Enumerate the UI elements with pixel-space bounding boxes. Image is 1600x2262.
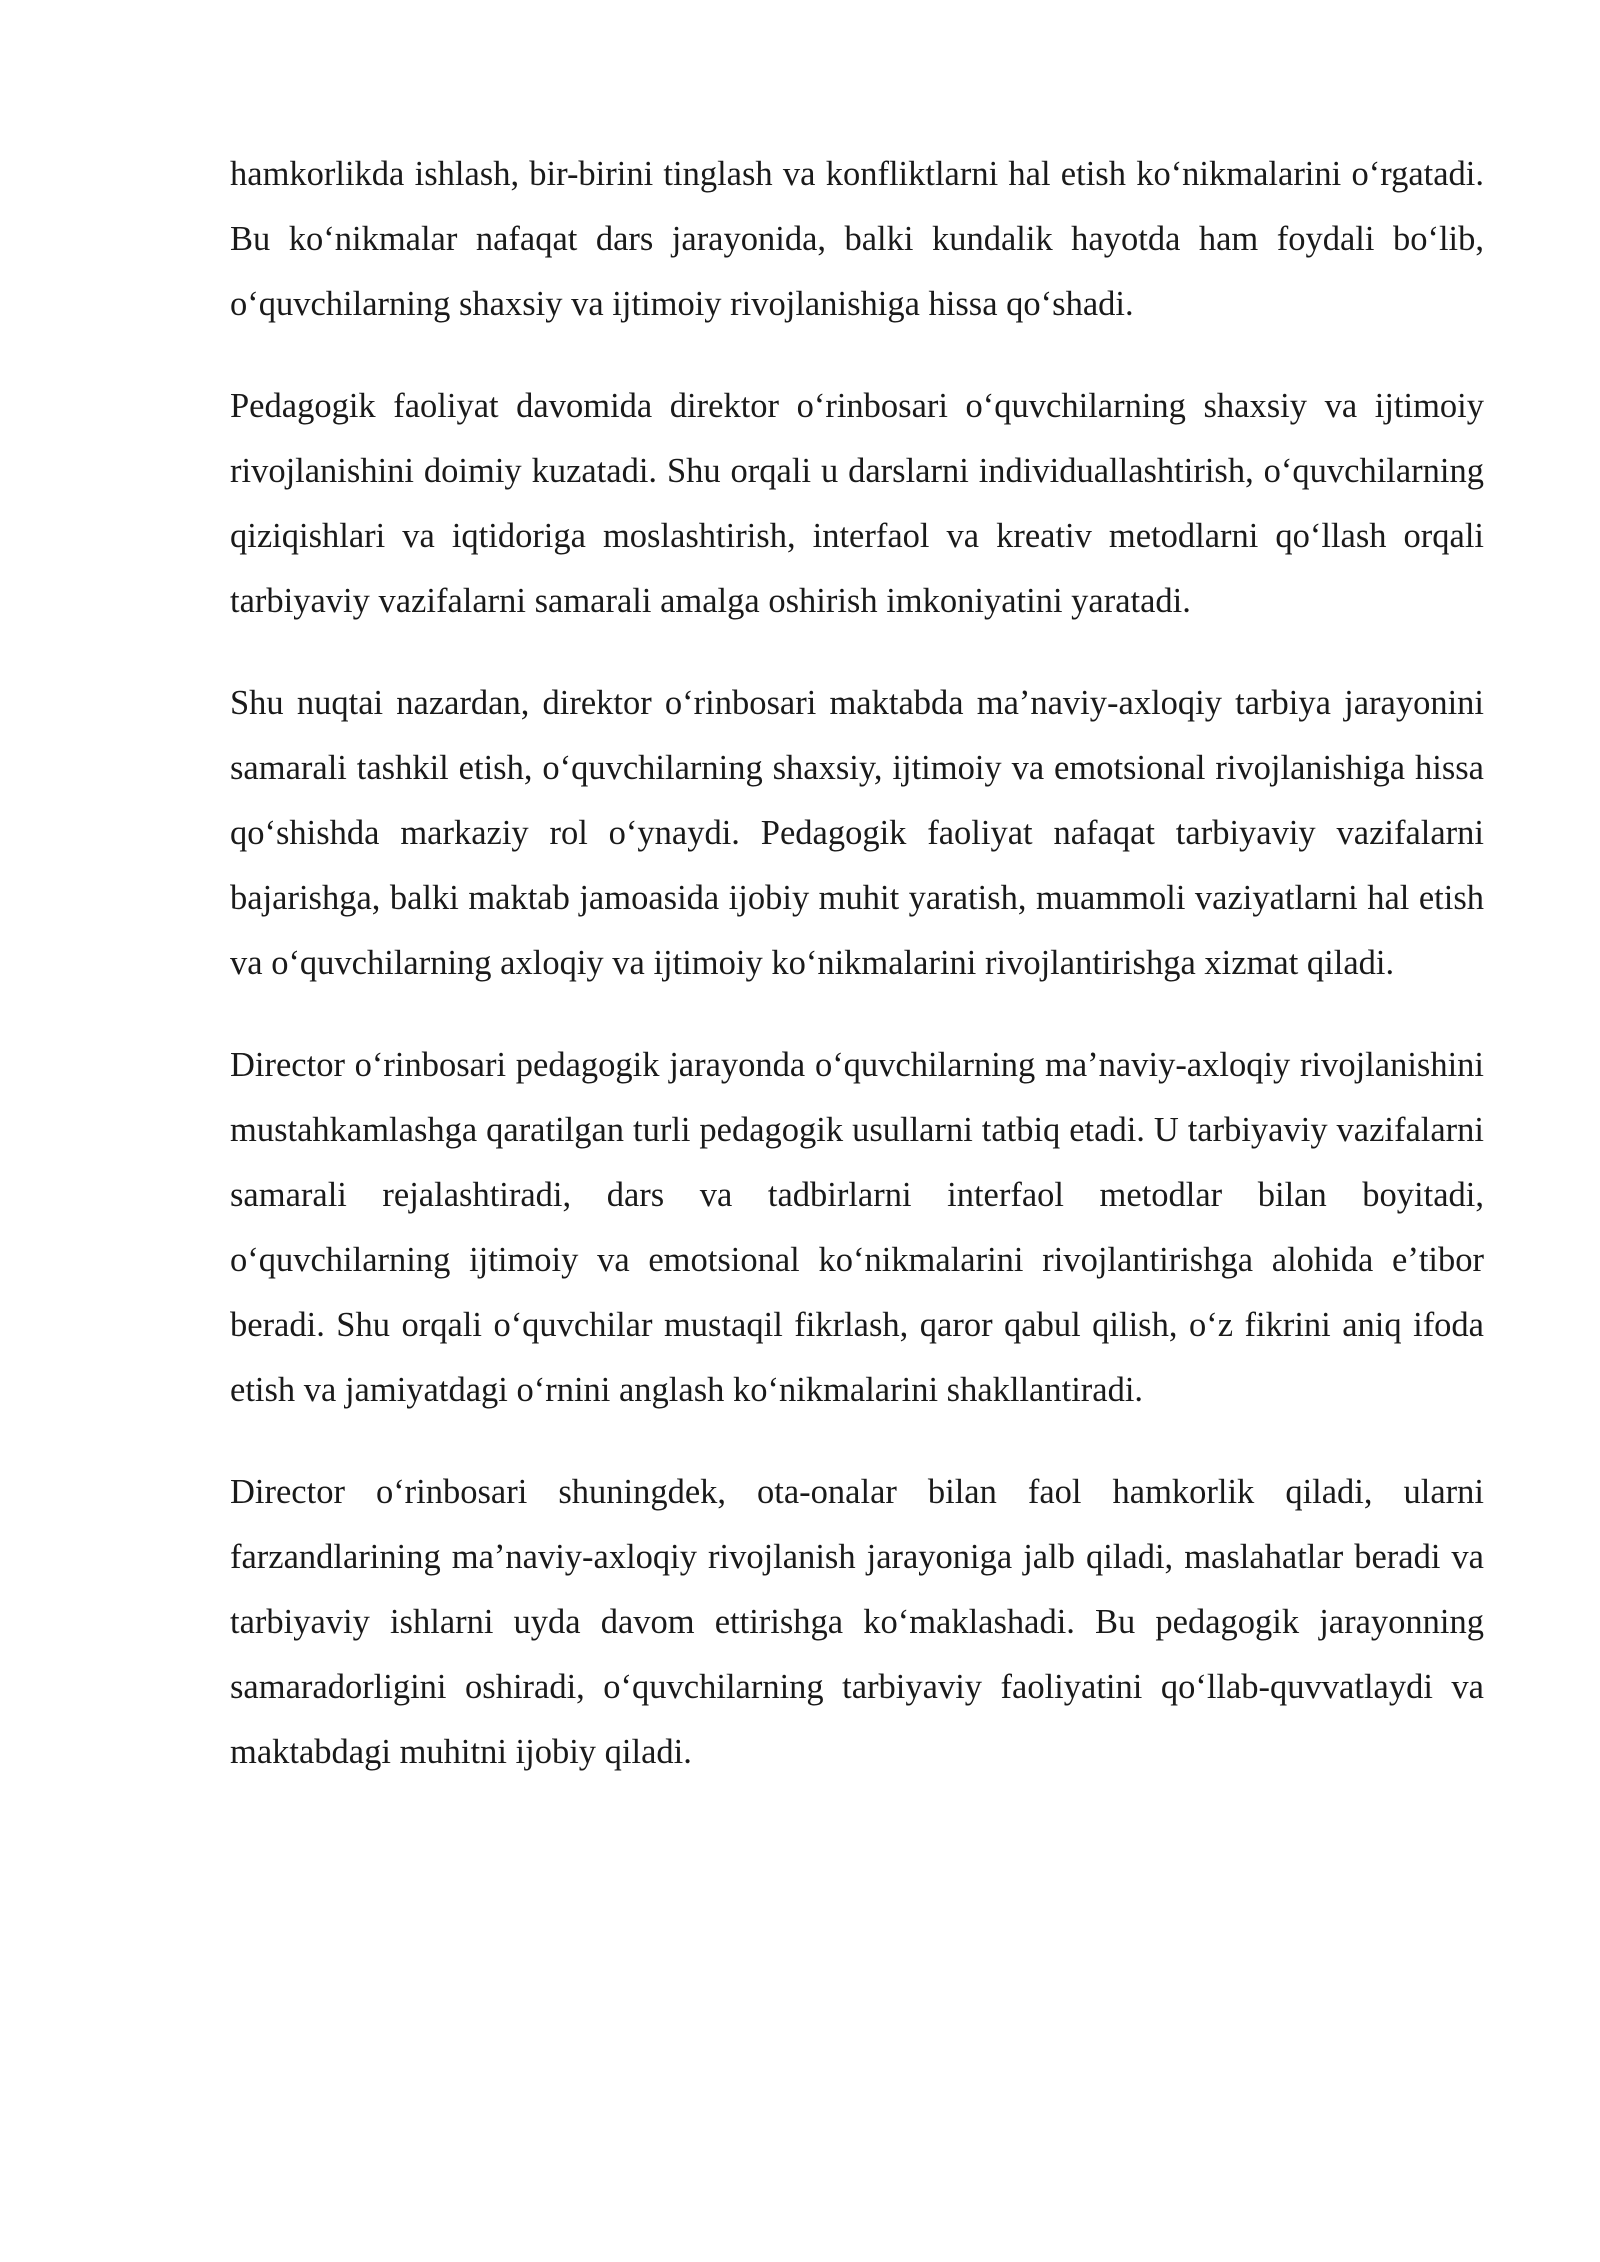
- paragraph-2: Pedagogik faoliyat davomida direktor oʻrinbosari oʻquvchilarning shaxsiy va ijtimoiy rivojlanishini doimiy kuzatadi. Shu orqali u darslarni individuallashtirish, oʻquvchilarning qiziqishlari va iqtidoriga moslashtirish, interfaol va kreativ metodlarni qoʻllash orqali tarbiyaviy vazifalarni samarali amalga oshirish imkoniyatini yaratadi.: [230, 387, 1484, 620]
- paragraph-4: Director oʻrinbosari pedagogik jarayonda oʻquvchilarning maʼnaviy-axloqiy rivojlanishini mustahkamlashga qaratilgan turli pedagogik usullarni tatbiq etadi. U tarbiyaviy vazifalarni samarali rejalashtiradi, dars va tadbirlarni interfaol metodlar bilan boyitadi, oʻquvchilarning ijtimoiy va emotsional koʻnikmalarini rivojlantirishga alohida eʼtibor beradi. Shu orqali oʻquvchilar mustaqil fikrlash, qaror qabul qilish, oʻz fikrini aniq ifoda etish va jamiyatdagi oʻrnini anglash koʻnikmalarini shakllantiradi.: [230, 1046, 1484, 1409]
- document-body: [230, 142, 1484, 1822]
- paragraph-5: Director oʻrinbosari shuningdek, ota-onalar bilan faol hamkorlik qiladi, ularni farzandlarining maʼnaviy-axloqiy rivojlanish jarayoniga jalb qiladi, maslahatlar beradi va tarbiyaviy ishlarni uyda davom ettirishga koʻmaklashadi. Bu pedagogik jarayonning samaradorligini oshiradi, oʻquvchilarning tarbiyaviy faoliyatini qoʻllab-quvvatlaydi va maktabdagi muhitni ijobiy qiladi.: [230, 1473, 1484, 1771]
- paragraph-1: hamkorlikda ishlash, bir-birini tinglash va konfliktlarni hal etish koʻnikmalarini oʻrgatadi. Bu koʻnikmalar nafaqat dars jarayonida, balki kundalik hayotda ham foydali boʻlib, oʻquvchilarning shaxsiy va ijtimoiy rivojlanishiga hissa qoʻshadi.: [230, 155, 1484, 323]
- paragraph-3: Shu nuqtai nazardan, direktor oʻrinbosari maktabda maʼnaviy-axloqiy tarbiya jarayonini samarali tashkil etish, oʻquvchilarning shaxsiy, ijtimoiy va emotsional rivojlanishiga hissa qoʻshishda markaziy rol oʻynaydi. Pedagogik faoliyat nafaqat tarbiyaviy vazifalarni bajarishga, balki maktab jamoasida ijobiy muhit yaratish, muammoli vaziyatlarni hal etish va oʻquvchilarning axloqiy va ijtimoiy koʻnikmalarini rivojlantirishga xizmat qiladi.: [230, 684, 1484, 982]
